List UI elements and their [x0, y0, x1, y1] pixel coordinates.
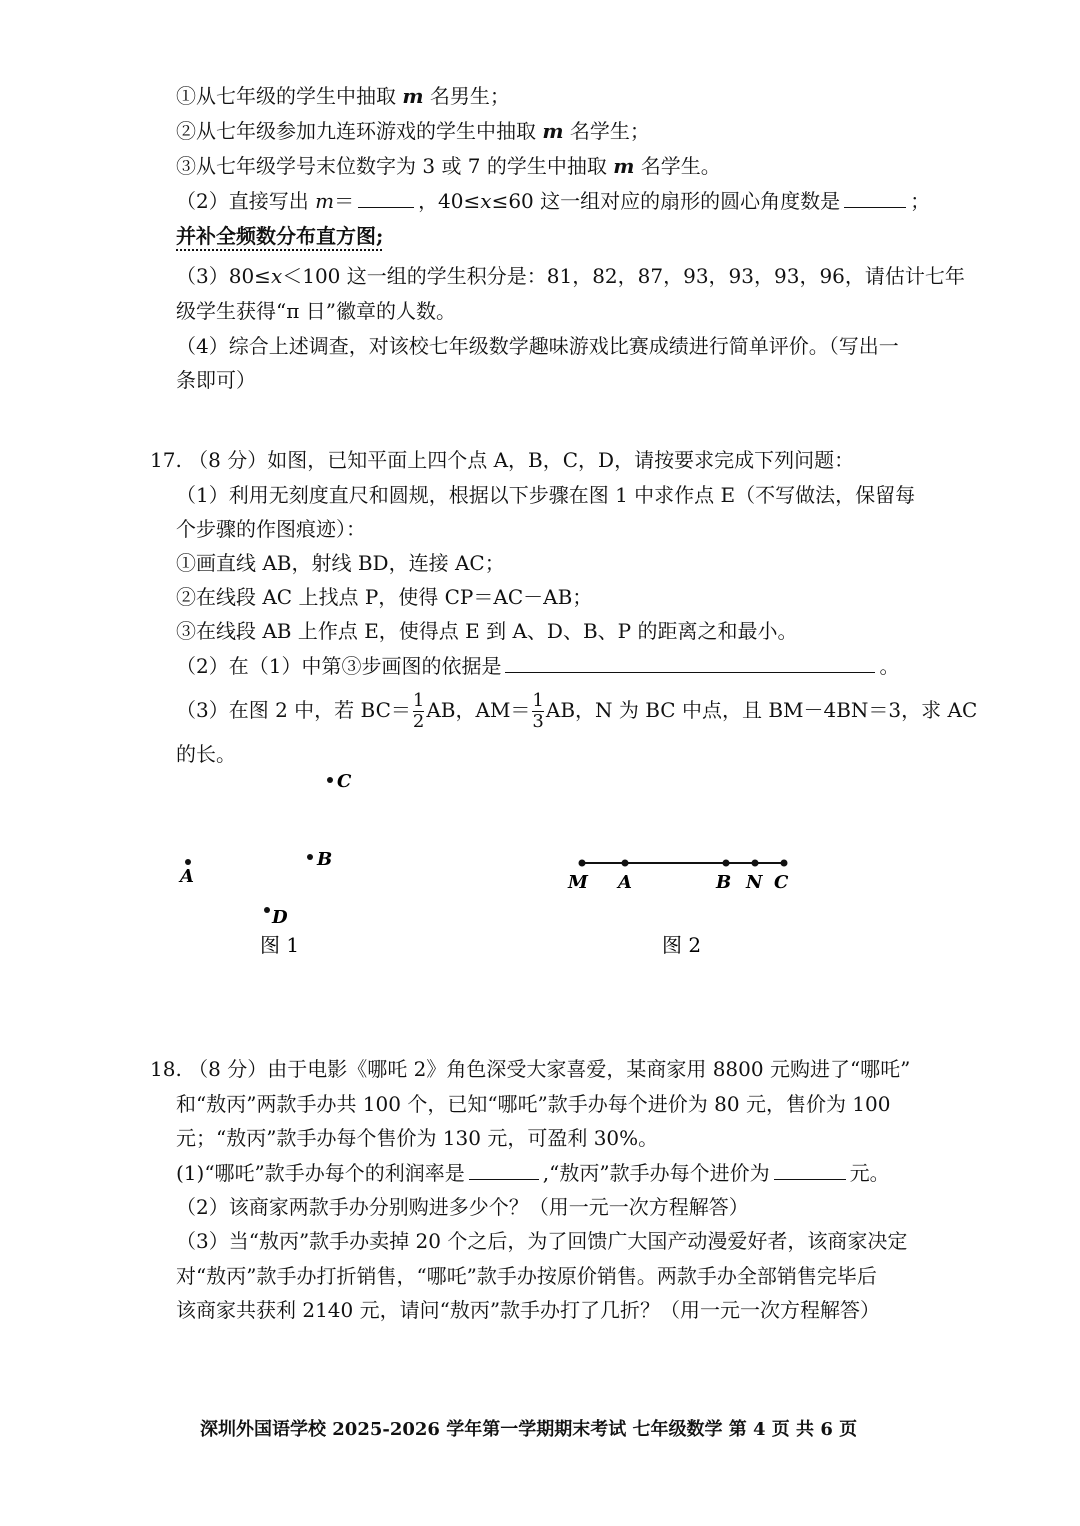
figure-2-caption: 图 2	[662, 933, 702, 957]
q16-part2-line2: 并补全频数分布直方图;	[176, 224, 384, 248]
figure-2	[560, 840, 810, 960]
figure-1	[170, 760, 390, 960]
point-N	[752, 860, 759, 867]
q18-stem: 18. （8 分）由于电影《哪吒 2》角色深受大家喜爱，某商家用 8800 元购进了“哪吒”	[150, 1057, 911, 1081]
question-number: 18.	[150, 1057, 182, 1081]
point-C	[781, 860, 788, 867]
label-N: N	[746, 872, 763, 893]
label-C: C	[337, 771, 352, 792]
q17-part2: （2）在（1）中第③步画图的依据是 。	[176, 654, 900, 678]
point-A	[622, 860, 629, 867]
q18-part1: (1)“哪吒”款手办每个的利润率是 ,“敖丙”款手办每个进价为 元。	[176, 1161, 890, 1185]
page-footer: 深圳外国语学校 2025-2026 学年第一学期期末考试 七年级数学 第 4 页 共 6 页	[200, 1419, 858, 1440]
point-B	[307, 854, 313, 860]
label-C: C	[774, 872, 789, 893]
answer-blank-angle[interactable]	[844, 187, 906, 208]
q18-part3-line3: 该商家共获利 2140 元，请问“敖丙”款手办打了几折？（用一元一次方程解答）	[176, 1298, 881, 1322]
label-M: M	[568, 872, 588, 893]
q18-stem-line2: 和“敖丙”两款手办共 100 个，已知“哪吒”款手办每个进价为 80 元，售价为 100	[176, 1092, 891, 1116]
answer-blank-basis[interactable]	[505, 652, 875, 673]
q16-part3-line2: 级学生获得“π 日”徽章的人数。	[176, 299, 456, 323]
point-A	[185, 859, 191, 865]
q18-part3: （3）当“敖丙”款手办卖掉 20 个之后，为了回馈广大国产动漫爱好者，该商家决定	[176, 1229, 908, 1253]
q17-part1-line2: 个步骤的作图痕迹）：	[176, 517, 366, 541]
label-D: D	[272, 907, 288, 928]
q17-step2: ②在线段 AC 上找点 P，使得 CP＝AC－AB；	[176, 585, 593, 609]
point-C	[327, 777, 333, 783]
fraction-one-half: $\frac{1}{2}$	[412, 690, 425, 732]
answer-blank-profit-rate[interactable]	[469, 1159, 539, 1180]
point-B	[723, 860, 730, 867]
q18-part3-line2: 对“敖丙”款手办打折销售，“哪吒”款手办按原价销售。两款手办全部销售完毕后	[176, 1264, 877, 1288]
q16-option-3: ③从七年级学号末位数字为 3 或 7 的学生中抽取 m 名学生。	[176, 154, 721, 178]
figure-1-caption: 图 1	[260, 933, 300, 957]
q18-stem-line3: 元；“敖丙”款手办每个售价为 130 元，可盈利 30%。	[176, 1126, 659, 1150]
label-B: B	[716, 872, 732, 893]
q17-part3: （3）在图 2 中，若 BC＝ $\frac{1}{2}$ AB，AM＝ $\frac{1}{3}$ AB，N 为 BC 中点，且 BM－4BN＝3，求 AC	[176, 690, 978, 732]
q16-option-2: ②从七年级参加九连环游戏的学生中抽取 m 名学生；	[176, 119, 650, 143]
q16-part4: （4）综合上述调查，对该校七年级数学趣味游戏比赛成绩进行简单评价。（写出一	[176, 334, 899, 358]
q16-option-1: ①从七年级的学生中抽取 m 名男生；	[176, 84, 510, 108]
question-number: 17.	[150, 448, 182, 472]
q17-part1: （1）利用无刻度直尺和圆规，根据以下步骤在图 1 中求作点 E（不写做法，保留每	[176, 483, 916, 507]
q17-step1: ①画直线 AB，射线 BD，连接 AC；	[176, 551, 505, 575]
q16-part3: （3）80≤x＜100 这一组的学生积分是：81，82，87，93，93，93，96，请估计七年	[176, 264, 965, 288]
q17-part3-line2: 的长。	[176, 742, 236, 766]
answer-blank-m[interactable]	[358, 187, 414, 208]
label-B: B	[317, 849, 333, 870]
point-D	[264, 907, 270, 913]
point-M	[579, 860, 586, 867]
label-A: A	[180, 866, 194, 887]
q17-step3: ③在线段 AB 上作点 E，使得点 E 到 A、D、B、P 的距离之和最小。	[176, 619, 798, 643]
q16-part4-line2: 条即可）	[176, 368, 256, 392]
answer-blank-cost[interactable]	[774, 1159, 846, 1180]
label-A: A	[618, 872, 632, 893]
q17-stem: 17. （8 分）如图，已知平面上四个点 A，B，C，D，请按要求完成下列问题：	[150, 448, 855, 472]
fraction-one-third: $\frac{1}{3}$	[532, 690, 544, 732]
q18-part2: （2）该商家两款手办分别购进多少个？（用一元一次方程解答）	[176, 1195, 749, 1219]
q16-part2: （2）直接写出 m＝ ，40≤x≤60 这一组对应的扇形的圆心角度数是 ；	[176, 189, 931, 213]
